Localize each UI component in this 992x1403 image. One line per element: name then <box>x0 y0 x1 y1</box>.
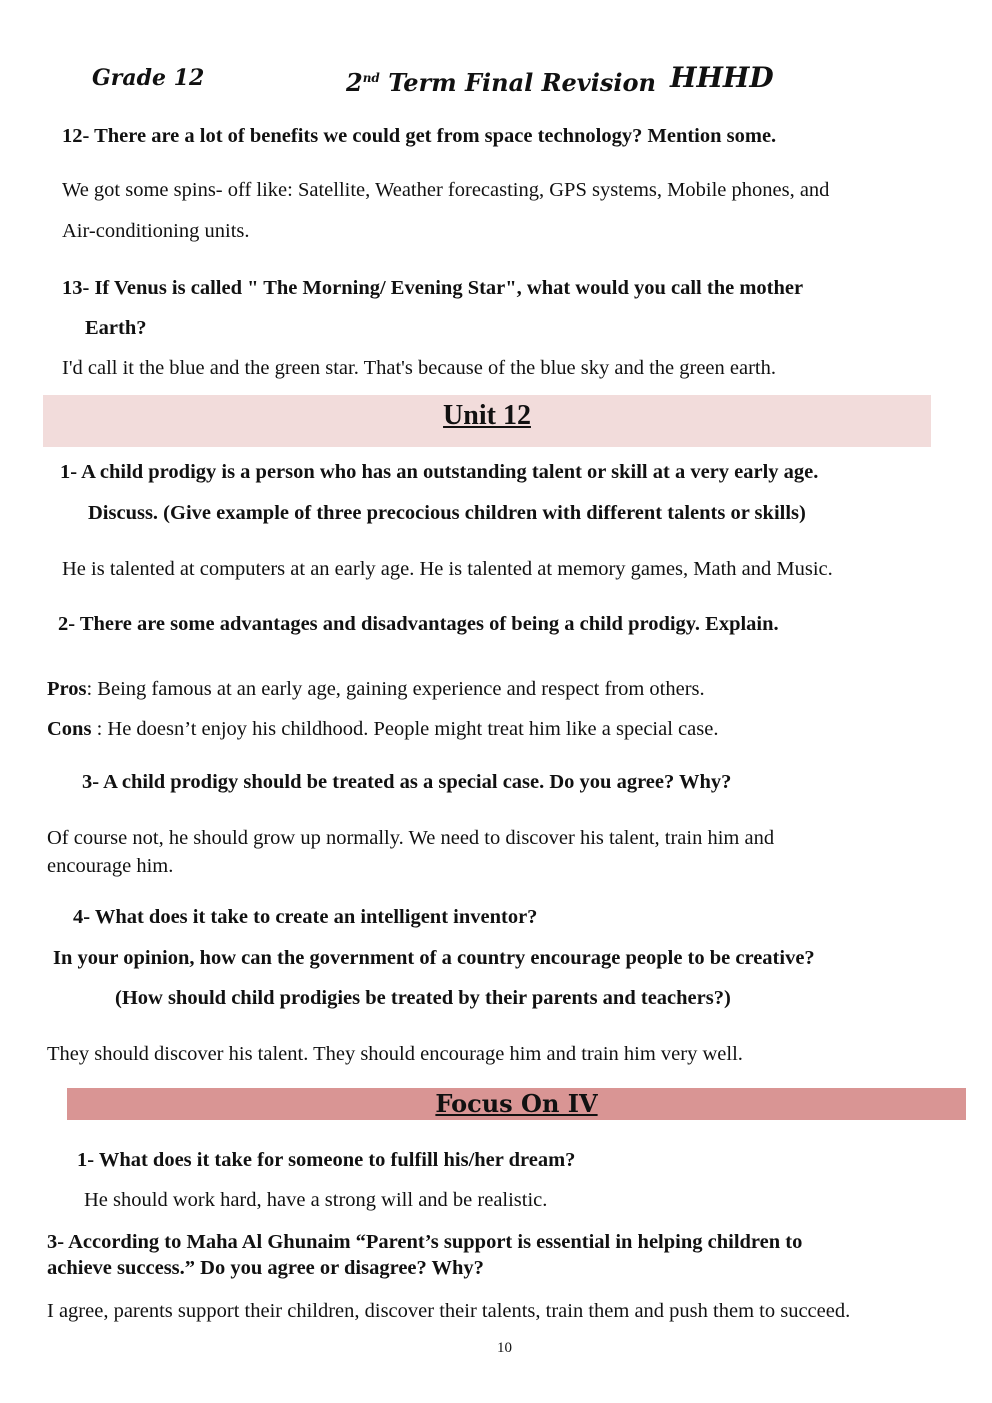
unit-question-1-line2: Discuss. (Give example of three precocious children with different talents or skills) <box>88 502 806 524</box>
pros-text: : Being famous at an early age, gaining experience and respect from others. <box>86 678 705 700</box>
header-title-prefix: 2 <box>346 68 363 97</box>
question-13-line2: Earth? <box>85 317 147 339</box>
unit-12-heading: Unit 12 <box>443 400 531 431</box>
pros-label: Pros <box>47 678 87 700</box>
unit-question-1-line1: 1- A child prodigy is a person who has an outstanding talent or skill at a very early age. <box>60 461 819 483</box>
cons-label: Cons <box>47 718 92 740</box>
page-number: 10 <box>497 1340 512 1356</box>
cons-text: : He doesn’t enjoy his childhood. People might treat him like a special case. <box>91 718 719 740</box>
answer-13: I'd call it the blue and the green star. That's because of the blue sky and the green earth. <box>62 357 776 379</box>
header-title-sup: nd <box>362 71 380 85</box>
pros-line <box>47 677 705 701</box>
question-13-line1: 13- If Venus is called " The Morning/ Evening Star", what would you call the mother <box>62 277 804 299</box>
focus-question-1: 1- What does it take for someone to fulfill his/her dream? <box>77 1149 576 1171</box>
unit-question-4-line1: 4- What does it take to create an intelligent inventor? <box>73 906 538 928</box>
focus-answer-1: He should work hard, have a strong will and be realistic. <box>84 1189 548 1211</box>
question-12: 12- There are a lot of benefits we could get from space technology? Mention some. <box>62 125 777 147</box>
unit-answer-4: They should discover his talent. They should encourage him and train him very well. <box>47 1043 743 1065</box>
unit-question-4-line2: In your opinion, how can the government of a country encourage people to be creative? <box>53 947 815 969</box>
unit-answer-1: He is talented at computers at an early age. He is talented at memory games, Math and Music. <box>62 558 833 580</box>
focus-question-3-line1: 3- According to Maha Al Ghunaim “Parent’s support is essential in helping children to <box>47 1231 803 1253</box>
unit-question-4-line3: (How should child prodigies be treated by their parents and teachers?) <box>115 987 731 1009</box>
focus-answer-3: I agree, parents support their children, discover their talents, train them and push them to succeed. <box>47 1300 851 1322</box>
unit-question-3: 3- A child prodigy should be treated as a special case. Do you agree? Why? <box>82 771 732 793</box>
unit-12-band <box>43 395 931 447</box>
header-initials: HHHD <box>670 61 774 94</box>
header-title-text: Term Final Revision <box>388 68 656 97</box>
focus-question-3-line2: achieve success.” Do you agree or disagree? Why? <box>47 1257 484 1279</box>
unit-answer-3-line2: encourage him. <box>47 855 174 877</box>
focus-band <box>67 1088 966 1120</box>
unit-question-2: 2- There are some advantages and disadvantages of being a child prodigy. Explain. <box>58 613 779 635</box>
header-grade: Grade 12 <box>92 65 205 91</box>
answer-12-line2: Air-conditioning units. <box>62 220 250 242</box>
unit-answer-3-line1: Of course not, he should grow up normally. We need to discover his talent, train him and <box>47 827 775 849</box>
cons-line <box>47 717 718 741</box>
header-title <box>346 62 656 99</box>
answer-12-line1: We got some spins- off like: Satellite, Weather forecasting, GPS systems, Mobile phones, and <box>62 179 830 201</box>
focus-heading: Focus On IV <box>435 1089 598 1118</box>
